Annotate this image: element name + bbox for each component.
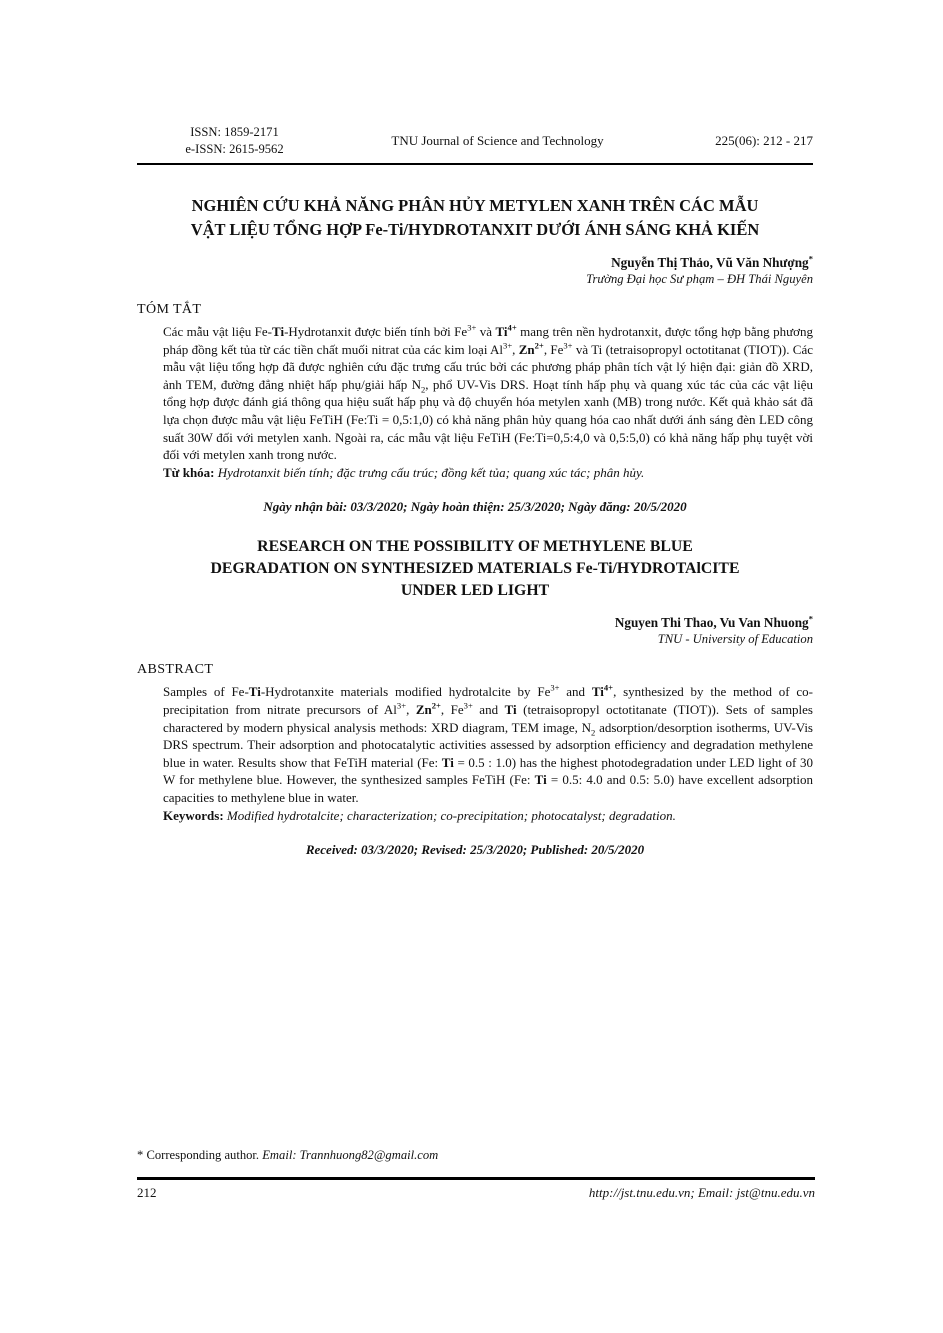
page-bottom	[137, 1148, 815, 1201]
footer-site: http://jst.tnu.edu.vn; Email: jst@tnu.edu.vn	[588, 1185, 815, 1200]
authors-vi	[137, 255, 813, 271]
authors-en-asterisk: *	[808, 613, 813, 624]
footer-rule	[137, 1177, 815, 1180]
keywords-value-en: Modified hydrotalcite; characterization; co-precipitation; photocatalyst; degradation.	[223, 807, 676, 823]
article-title-en-line2: DEGRADATION ON SYNTHESIZED MATERIALS Fe-Ti/HYDROTAlCITE	[210, 560, 740, 578]
corresponding-author-footnote	[137, 1148, 815, 1163]
section-heading-tomtat: TÓM TẮT	[137, 302, 202, 317]
keywords-line-vi	[163, 464, 813, 482]
authors-en-names: Nguyen Thi Thao, Vu Van Nhuong	[614, 615, 809, 631]
issn-line: ISSN: 1859-2171	[190, 125, 279, 139]
authors-en	[137, 615, 813, 631]
keywords-label-en: Keywords:	[163, 807, 224, 823]
page-content	[137, 0, 813, 858]
abstract-block-en	[163, 683, 813, 824]
keywords-line-en	[163, 807, 813, 825]
abstract-text-en: Samples of Fe-Ti-Hydrotanxite materials modified hydrotalcite by $Fe^{3+}$ and $Ti^{4+}$, synthesized by the method of co-precipitation from nitrate precursors of $Al^{3+}$, $Zn^{2+}$, $Fe^{3+}$ and Ti (tetraisopropyl octotitanate (TIOT)). Sets of samples charactered by modern physical analysis methods: XRD diagram, TEM image, $N_2$ adsorption/desorption isotherms, UV-Vis DRS spectrum. Their adsorption and photocatalytic activities assessed by adsorption efficiency and degradation methylene blue in water. Results show that FeTiH material (Fe: Ti = 0.5 : 1.0) has the highest photodegradation under LED light of 30 W for methylene blue. However, the synthesized samples FeTiH (Fe: Ti = 0.5: 4.0 and 0.5: 5.0) have excellent adsorption capacities to methylene blue in water.	[163, 683, 813, 805]
page-number: 212	[137, 1185, 157, 1200]
eissn-line: e-ISSN: 2615-9562	[185, 142, 284, 156]
journal-header	[137, 124, 813, 165]
article-title-en	[137, 536, 813, 602]
keywords-value-vi: Hydrotanxit biến tính; đặc trưng cấu trúc; đồng kết tủa; quang xúc tác; phân hủy.	[214, 464, 645, 480]
authors-vi-names: Nguyễn Thị Thảo, Vũ Văn Nhượng	[611, 255, 809, 270]
dates-line-en: Received: 03/3/2020; Revised: 25/3/2020; Published: 20/5/2020	[305, 842, 645, 858]
keywords-label-vi: Từ khóa:	[163, 464, 215, 480]
footnote-text: Corresponding author.	[143, 1148, 263, 1162]
journal-name: TNU Journal of Science and Technology	[391, 133, 604, 148]
affiliation-en: TNU - University of Education	[657, 632, 813, 647]
article-title-en-line1: RESEARCH ON THE POSSIBILITY OF METHYLENE BLUE	[257, 538, 693, 556]
section-heading-abstract: ABSTRACT	[137, 662, 214, 678]
issue-info: 225(06): 212 - 217	[715, 133, 813, 148]
article-title-en-line3: UNDER LED LIGHT	[400, 582, 550, 600]
abstract-text-vi: Các mẫu vật liệu Fe-Ti-Hydrotanxit được biến tính bởi $Fe^{3+}$ và $Ti^{4+}$ mang trên nền hydrotanxit, được tổng hợp bằng phương pháp đồng kết tủa từ các tiền chất muối nitrat của các kim loại $Al^{3+}$, $Zn^{2+}$, $Fe^{3+}$ và Ti (tetraisopropyl octotitanat (TIOT)). Các mẫu vật liệu tổng hợp đã được nghiên cứu đặc trưng cấu trúc bởi các phương pháp phân tích vật lý hiện đại: giản đồ XRD, ảnh TEM, đường đẳng nhiệt hấp phụ/giải hấp $N_2$, phổ UV-Vis DRS. Hoạt tính hấp phụ và quang xúc tác của các vật liệu tổng hợp được đánh giá thông qua hiệu suất hấp phụ và độ chuyển hóa metylen xanh (MB) trong nước. Kết quả khảo sát đã lựa chọn được mẫu vật liệu FeTiH (Fe:Ti = 0,5:1,0) có khả năng phân hủy quang hóa cao nhất dưới ánh sáng đèn LED công suất 30W đối với metylen xanh. Ngoài ra, các mẫu vật liệu FeTiH (Fe:Ti=0,5:4,0 và 0,5:5,0) có khả năng hấp phụ tuyệt vời đối với metylen xanh trong nước.	[163, 322, 814, 463]
article-title-vi-line1: NGHIÊN CỨU KHẢ NĂNG PHÂN HỦY METYLEN XANH TRÊN CÁC MẪU	[191, 196, 759, 215]
footer-row	[137, 1185, 815, 1201]
dates-line-vi: Ngày nhận bài: 03/3/2020; Ngày hoàn thiện: 25/3/2020; Ngày đăng: 20/5/2020	[263, 499, 687, 515]
issn-block	[137, 124, 332, 158]
affiliation-vi: Trường Đại học Sư phạm – ĐH Thái Nguyên	[586, 272, 813, 286]
authors-vi-asterisk: *	[808, 253, 813, 264]
article-title-vi-line2: VẬT LIỆU TỔNG HỢP Fe-Ti/HYDROTANXIT DƯỚI ÁNH SÁNG KHẢ KIẾN	[190, 220, 760, 239]
footnote-email: Email: Trannhuong82@gmail.com	[262, 1148, 439, 1162]
article-title-vi	[137, 194, 813, 242]
abstract-block-vi	[163, 323, 813, 481]
footnote-asterisk: *	[137, 1148, 144, 1162]
